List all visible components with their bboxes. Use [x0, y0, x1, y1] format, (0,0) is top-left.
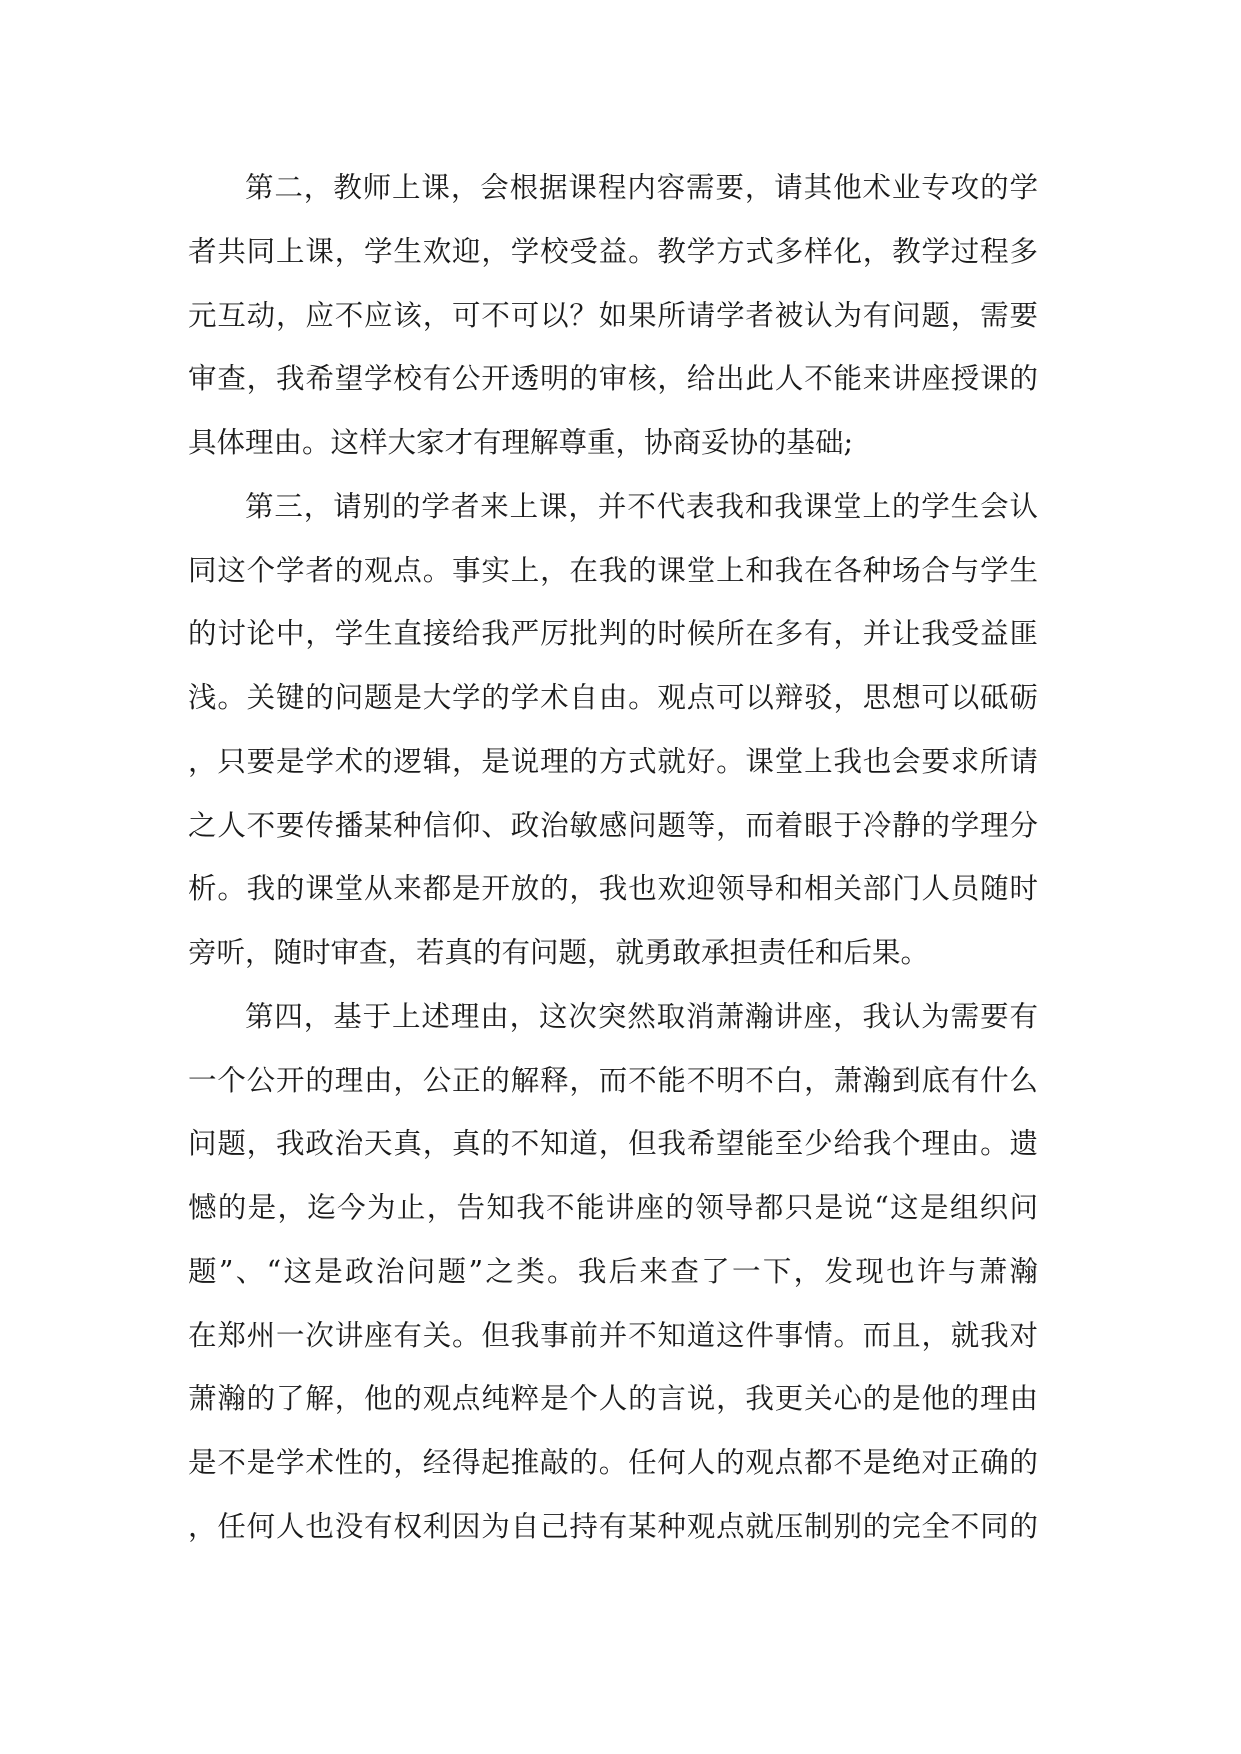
text-line: 第四，基于上述理由，这次突然取消萧瀚讲座，我认为需要有 — [245, 999, 1038, 1033]
text-line: 第三，请别的学者来上课，并不代表我和我课堂上的学生会认 — [245, 489, 1038, 523]
text-line: 一个公开的理由，公正的解释，而不能不明不白，萧瀚到底有什么 — [188, 1063, 1038, 1097]
text-line: 是不是学术性的，经得起推敲的。任何人的观点都不是绝对正确的 — [188, 1446, 1038, 1479]
text-line: 者共同上课，学生欢迎，学校受益。教学方式多样化，教学过程多 — [188, 234, 1038, 268]
paragraph-third — [188, 475, 1038, 985]
text-line: 题”、“这是政治问题”之类。我后来查了一下，发现也许与萧瀚 — [188, 1254, 1038, 1288]
text-line: 萧瀚的了解，他的观点纯粹是个人的言说，我更关心的是他的理由 — [188, 1382, 1038, 1416]
text-line: 同这个学者的观点。事实上，在我的课堂上和我在各种场合与学生 — [188, 553, 1038, 587]
text-line: 问题，我政治天真，真的不知道，但我希望能至少给我个理由。遗 — [188, 1127, 1038, 1161]
text-line: ，只要是学术的逻辑，是说理的方式就好。课堂上我也会要求所请 — [188, 744, 1038, 778]
text-line: 在郑州一次讲座有关。但我事前并不知道这件事情。而且，就我对 — [188, 1318, 1038, 1352]
text-line: 元互动，应不应该，可不可以？如果所请学者被认为有问题，需要 — [188, 298, 1038, 332]
text-line: 浅。关键的问题是大学的学术自由。观点可以辩驳，思想可以砥砺 — [188, 681, 1038, 714]
paragraph-second — [188, 156, 1038, 475]
text-line: 之人不要传播某种信仰、政治敏感问题等，而着眼于冷静的学理分 — [188, 808, 1038, 842]
text-line: ，任何人也没有权利因为自己持有某种观点就压制别的完全不同的 — [188, 1509, 1038, 1543]
paragraph-fourth — [188, 985, 1038, 1559]
text-line: 的讨论中，学生直接给我严厉批判的时候所在多有，并让我受益匪 — [188, 617, 1038, 651]
text-line: 析。我的课堂从来都是开放的，我也欢迎领导和相关部门人员随时 — [188, 872, 1038, 906]
text-line: 憾的是，迄今为止，告知我不能讲座的领导都只是说“这是组织问 — [188, 1191, 1038, 1224]
text-line: 审查，我希望学校有公开透明的审核，给出此人不能来讲座授课的 — [188, 362, 1038, 396]
text-line: 具体理由。这样大家才有理解尊重，协商妥协的基础; — [188, 426, 854, 459]
body-text — [188, 156, 1038, 1559]
text-line: 第二，教师上课，会根据课程内容需要，请其他术业专攻的学 — [245, 171, 1038, 204]
text-line: 旁听，随时审查，若真的有问题，就勇敢承担责任和后果。 — [188, 936, 930, 969]
